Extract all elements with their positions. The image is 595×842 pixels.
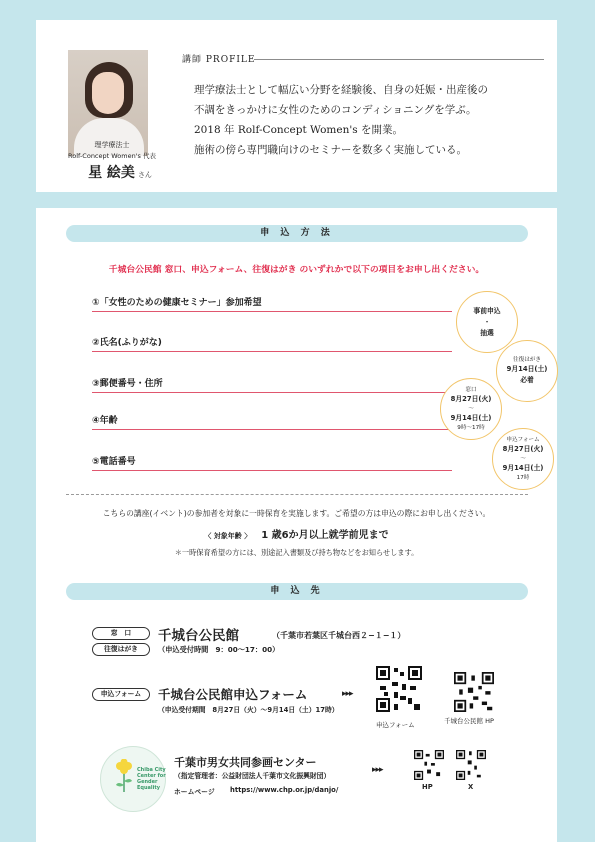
item-line <box>92 429 452 430</box>
badge-lottery: 事前申込 ・ 抽選 <box>456 291 518 353</box>
profile-heading: 講師 PROFILE <box>182 55 256 65</box>
profile-panel <box>36 20 557 192</box>
organizer-x-qr-caption: X <box>468 783 474 791</box>
apply-intro: 千城台公民館 窓口、申込フォーム、往復はがき のいずれかで以下の項目をお申し出ください。 <box>108 265 485 275</box>
venue-hours: （申込受付時間 9：00〜17：00） <box>158 645 280 654</box>
instructor-title: 理学療法士 <box>94 141 130 149</box>
window-label: 窓 口 <box>92 627 150 640</box>
hp-qr-code[interactable] <box>454 672 494 712</box>
application-panel <box>36 208 557 842</box>
item-line <box>92 470 452 471</box>
organizer-manager: （指定管理者：公益財団法人千葉市文化振興財団） <box>174 772 331 780</box>
form-period: （申込受付期間 8月27日（火）〜9月14日（土）17時） <box>158 706 339 714</box>
form-label: 申込フォーム <box>92 688 150 701</box>
item-line <box>92 392 452 393</box>
instructor-name: 星 絵美 さん <box>88 165 152 181</box>
organizer-hp-qr-caption: HP <box>422 783 433 791</box>
apply-item-4: ④年齢 <box>92 416 118 426</box>
homepage-label: ホームページ <box>174 788 215 796</box>
apply-item-2: ②氏名(ふりがな) <box>92 338 162 348</box>
childcare-target: 〈 対象年齢 〉 1 歳6か月以上就学前児まで <box>204 530 389 541</box>
organizer-hp-qr-code[interactable] <box>414 750 444 780</box>
apply-item-3: ③郵便番号・住所 <box>92 379 163 389</box>
center-logo <box>100 746 166 812</box>
apply-item-1: ①「女性のための健康セミナー」参加希望 <box>92 298 262 308</box>
badge-postcard: 往復はがき 9月14日(土) 必着 <box>496 340 558 402</box>
apply-item-5: ⑤電話番号 <box>92 457 136 467</box>
dashed-divider <box>66 494 528 495</box>
badge-window: 窓口 8月27日(火) 〜 9月14日(土) 9時〜17時 <box>440 378 502 440</box>
homepage-url[interactable]: https://www.chp.or.jp/danjo/ <box>230 786 339 794</box>
form-qr-caption: 申込フォーム <box>376 721 415 729</box>
organizer-x-qr-code[interactable] <box>456 750 486 780</box>
organizer-name: 千葉市男女共同参画センター <box>174 756 317 769</box>
logo-text: Chiba City Center for Gender Equality <box>137 767 166 791</box>
form-qr-code[interactable] <box>376 666 422 712</box>
childcare-note: ＊一時保育希望の方には、別途記入書類及び持ち物などをお知らせします。 <box>174 548 419 557</box>
item-line <box>92 311 452 312</box>
destination-heading: 申 込 先 <box>66 583 528 600</box>
arrow-icon: ▸▸▸ <box>342 689 353 699</box>
apply-heading: 申 込 方 法 <box>66 225 528 242</box>
arrow-icon: ▸▸▸ <box>372 765 383 775</box>
form-name[interactable]: 千城台公民館申込フォーム <box>158 687 308 702</box>
venue-address: （千葉市若葉区千城台西２−１−１） <box>272 631 406 640</box>
postcard-label: 往復はがき <box>92 643 150 656</box>
instructor-affiliation: Rolf-Concept Women's 代表 <box>68 152 156 160</box>
item-line <box>92 351 452 352</box>
hp-qr-caption: 千城台公民館 HP <box>444 717 494 725</box>
flower-icon <box>113 759 135 793</box>
badge-form: 申込フォーム 8月27日(火) 〜 9月14日(土) 17時 <box>492 428 554 490</box>
profile-divider <box>254 59 544 60</box>
childcare-notice: こちらの講座(イベント)の参加者を対象に一時保育を実施します。ご希望の方は申込の際にお申し出ください。 <box>102 509 491 518</box>
venue-name: 千城台公民館 <box>158 628 239 644</box>
profile-bio: 理学療法士として幅広い分野を経験後、自身の妊娠・出産後の 不調をきっかけに女性のためのコンディショニングを学ぶ。 2018 年 Rolf-Concept Women's を開業。 施術の傍ら専門職向けのセミナーを数多く実施している。 <box>194 84 488 156</box>
